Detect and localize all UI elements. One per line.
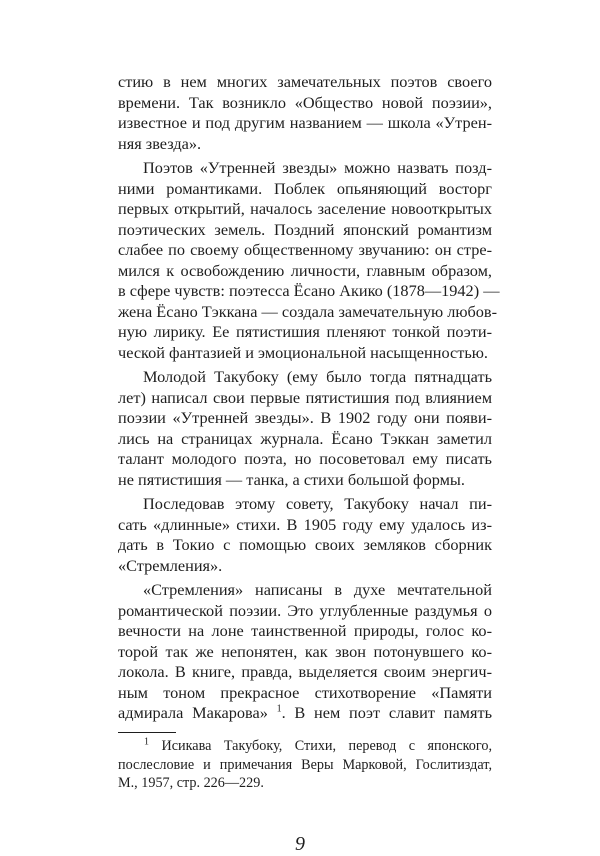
- footnote-rule: [118, 732, 176, 733]
- main-text: [118, 72, 500, 724]
- paragraph: [118, 158, 500, 363]
- text-line: адмирала Макарова» $^1$. В нем поэт славит память: [118, 703, 492, 722]
- text-line: ным тоном прекрасное стихотворение «Памяти: [118, 682, 492, 702]
- text-line: Поэтов «Утренней звезды» можно назвать позд-: [143, 158, 492, 177]
- text-line: лет) написал свои первые пятистишия под влиянием: [118, 387, 492, 407]
- footnote-reference[interactable]: 1: [276, 703, 282, 715]
- footnote-line: послесловие и примечания Веры Марковой, Гослитиздат,: [118, 756, 492, 773]
- text-line: Последовав этому совету, Такубоку начал пи-: [143, 494, 492, 513]
- footnote: [118, 737, 492, 793]
- text-line: стию в нем многих замечательных поэтов своего: [118, 72, 492, 91]
- text-line: ческой фантазией и эмоциональной насыщенностью.: [118, 342, 488, 362]
- text-line: вечности на лоне таинственной природы, голос ко-: [118, 621, 492, 640]
- text-line: Молодой Такубоку (ему было тогда пятнадцать: [143, 367, 492, 386]
- text-line: времени. Так возникло «Общество новой поэзии»,: [118, 92, 492, 112]
- text-line: жена Ёсано Тэккана — создала замечательную любов-: [118, 301, 498, 321]
- text-line: известное и под другим названием — школа «Утрен-: [118, 113, 492, 132]
- page-number: 9: [295, 833, 305, 855]
- text-line: романтической поэзии. Это углубленные раздумья о: [118, 600, 492, 620]
- text-line: лись на страницах журнала. Ёсано Тэккан заметил: [118, 428, 492, 448]
- text-line: поэзии «Утренней звезды». В 1902 году они появи-: [118, 408, 492, 427]
- footnote-line: М., 1957, стр. 226—229.: [118, 775, 264, 791]
- text-line: поэтических земель. Поздний японский романтизм: [118, 219, 492, 239]
- text-line: талант молодого поэта, но посоветовал ему писать: [118, 449, 492, 468]
- footnote-line: $^1$ Исикава Такубоку, Стихи, перевод с японского,: [144, 736, 492, 754]
- paragraph: [118, 580, 492, 724]
- text-line: «Стремления».: [118, 555, 223, 575]
- text-line: не пятистишия — танка, а стихи большой формы.: [118, 469, 465, 489]
- text-line: ную лирику. Ее пятистишия пленяют тонкой поэти-: [118, 322, 492, 341]
- text-line: мился к освобождению личности, главным образом,: [118, 260, 492, 280]
- text-line: торой так же непонятен, как звон потонувшего ко-: [118, 641, 492, 661]
- paragraph: [118, 367, 492, 490]
- text-line: ними романтиками. Поблек опьяняющий восторг: [118, 178, 492, 198]
- text-line: первых открытий, началось заселение новооткрытых: [118, 199, 492, 218]
- text-line: сать «длинные» стихи. В 1905 году ему удалось из-: [118, 514, 492, 534]
- text-line: локола. В книге, правда, выделяется своим энергич-: [118, 662, 492, 681]
- footnote-marker: 1: [144, 736, 149, 748]
- text-line: в сфере чувств: поэтесса Ёсано Акико (1878—1942) —: [118, 281, 500, 300]
- text-line: дать в Токио с помощью своих земляков сборник: [118, 535, 492, 554]
- text-line: «Стремления» написаны в духе мечтательной: [143, 580, 492, 599]
- text-line: няя звезда».: [118, 133, 202, 153]
- paragraph: [118, 494, 492, 576]
- text-line: слабее по своему общественному звучанию: он стре-: [118, 240, 492, 259]
- paragraph: [118, 72, 492, 154]
